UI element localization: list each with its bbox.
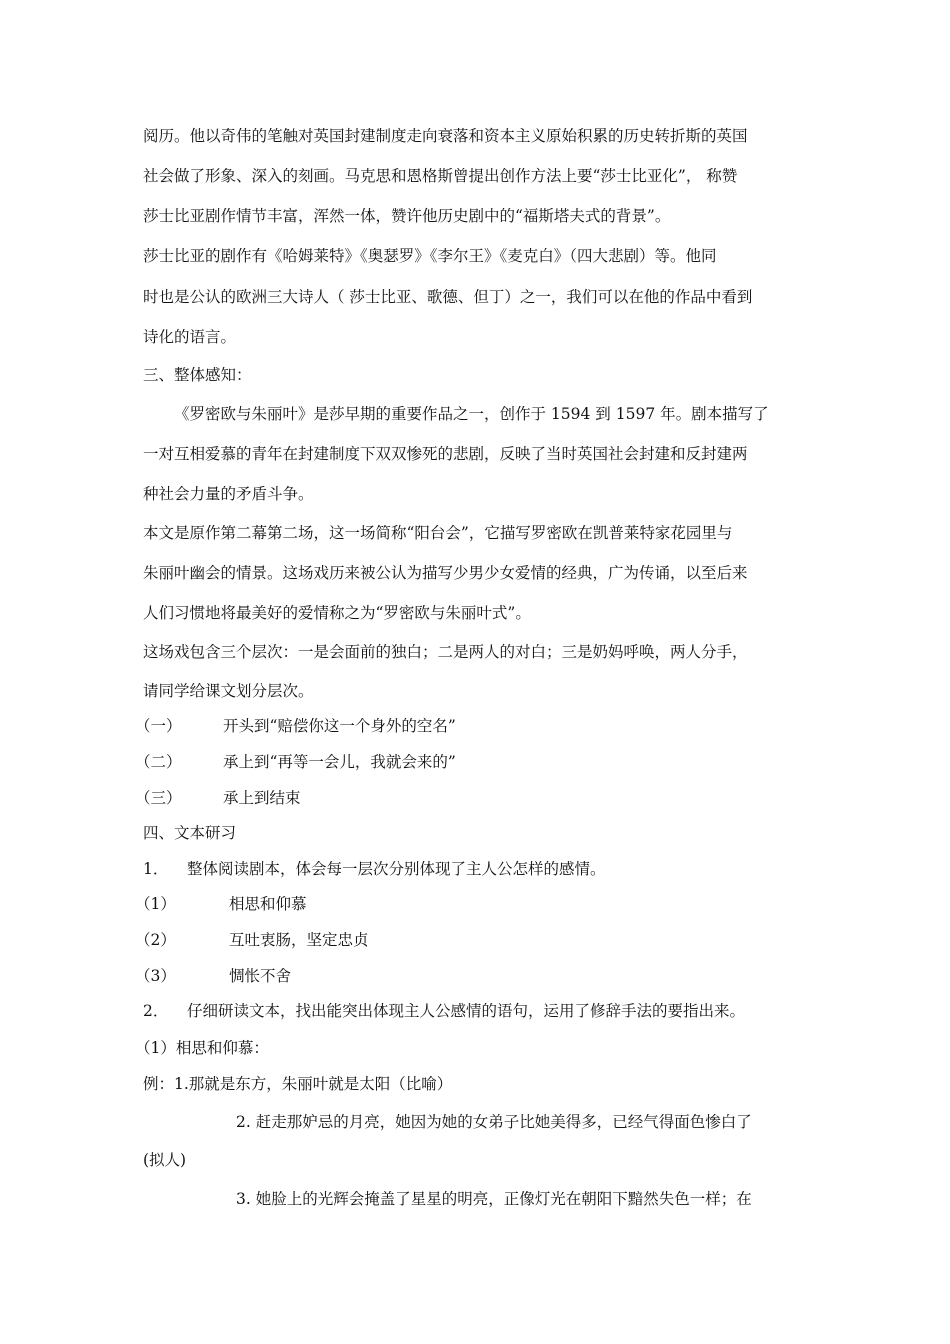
question-number: 2． [143, 1002, 169, 1020]
list-number: （1） [135, 895, 176, 913]
text-line: 这场戏包含三个层次：一是会面前的独白；二是两人的对白；三是奶妈呼唤，两人分手， [143, 643, 748, 661]
list-text: 互吐衷肠，坚定忠贞 [229, 931, 369, 949]
list-number: （2） [135, 931, 176, 949]
list-item [135, 930, 369, 950]
list-text: 相思和仰慕 [229, 895, 307, 913]
list-item [135, 788, 301, 808]
text-line: 种社会力量的矛盾斗争。 [143, 485, 314, 503]
example-line: 例：1.那就是东方，朱丽叶就是太阳（比喻） [143, 1075, 453, 1093]
question-text: 仔细研读文本，找出能突出体现主人公感情的语句，运用了修辞手法的要指出来。 [187, 1002, 746, 1020]
subheading: （1）相思和仰慕： [135, 1039, 269, 1057]
example-line: 3. 她脸上的光辉会掩盖了星星的明亮，正像灯光在朝阳下黯然失色一样；在 [236, 1190, 752, 1208]
text-line: 本文是原作第二幕第二场，这一场简称“阳台会”，它描写罗密欧在凯普莱特家花园里与 [143, 524, 733, 542]
list-item [135, 966, 291, 986]
question-2 [143, 1001, 745, 1021]
list-text: 惆怅不舍 [229, 967, 292, 985]
list-number: （三） [135, 789, 182, 807]
section-heading: 三、整体感知： [143, 366, 252, 384]
question-1 [143, 859, 606, 879]
list-text: 开头到“赔偿你这一个身外的空名” [223, 717, 456, 735]
text-line: 莎士比亚的剧作有《哈姆莱特》《奥瑟罗》《李尔王》《麦克白》（四大悲剧）等。他同 [143, 247, 717, 265]
list-text: 承上到“再等一会儿，我就会来的” [223, 753, 456, 771]
list-item [135, 716, 456, 736]
text-line: 社会做了形象、深入的刻画。马克思和恩格斯曾提出创作方法上要“莎士比亚化”， 称赞 [143, 167, 738, 185]
text-line: 时也是公认的欧洲三大诗人（ 莎士比亚、歌德、但丁）之一，我们可以在他的作品中看到 [143, 288, 753, 306]
list-text: 承上到结束 [223, 789, 301, 807]
text-line: 《罗密欧与朱丽叶》是莎早期的重要作品之一，创作于 1594 到 1597 年。剧本描写了 [174, 405, 769, 423]
text-line: 人们习惯地将最美好的爱情称之为“罗密欧与朱丽叶式”。 [143, 604, 531, 622]
section-heading: 四、文本研习 [143, 824, 237, 842]
example-line: (拟人) [143, 1151, 187, 1169]
list-number: （3） [135, 967, 176, 985]
question-number: 1． [143, 860, 169, 878]
text-line: 阅历。他以奇伟的笔触对英国封建制度走向衰落和资本主义原始积累的历史转折斯的英国 [143, 127, 748, 145]
text-line: 莎士比亚剧作情节丰富，浑然一体，赞许他历史剧中的“福斯塔夫式的背景”。 [143, 207, 671, 225]
example-line: 2. 赶走那妒忌的月亮，她因为她的女弟子比她美得多，已经气得面色惨白了 [236, 1113, 752, 1131]
text-line: 诗化的语言。 [143, 328, 237, 346]
list-number: （一） [135, 717, 182, 735]
list-number: （二） [135, 753, 182, 771]
text-line: 请同学给课文划分层次。 [143, 682, 314, 700]
list-item [135, 894, 307, 914]
text-line: 朱丽叶幽会的情景。这场戏历来被公认为描写少男少女爱情的经典，广为传诵，以至后来 [143, 564, 748, 582]
list-item [135, 752, 456, 772]
text-line: 一对互相爱慕的青年在封建制度下双双惨死的悲剧，反映了当时英国社会封建和反封建两 [143, 445, 748, 463]
question-text: 整体阅读剧本，体会每一层次分别体现了主人公怎样的感情。 [187, 860, 606, 878]
